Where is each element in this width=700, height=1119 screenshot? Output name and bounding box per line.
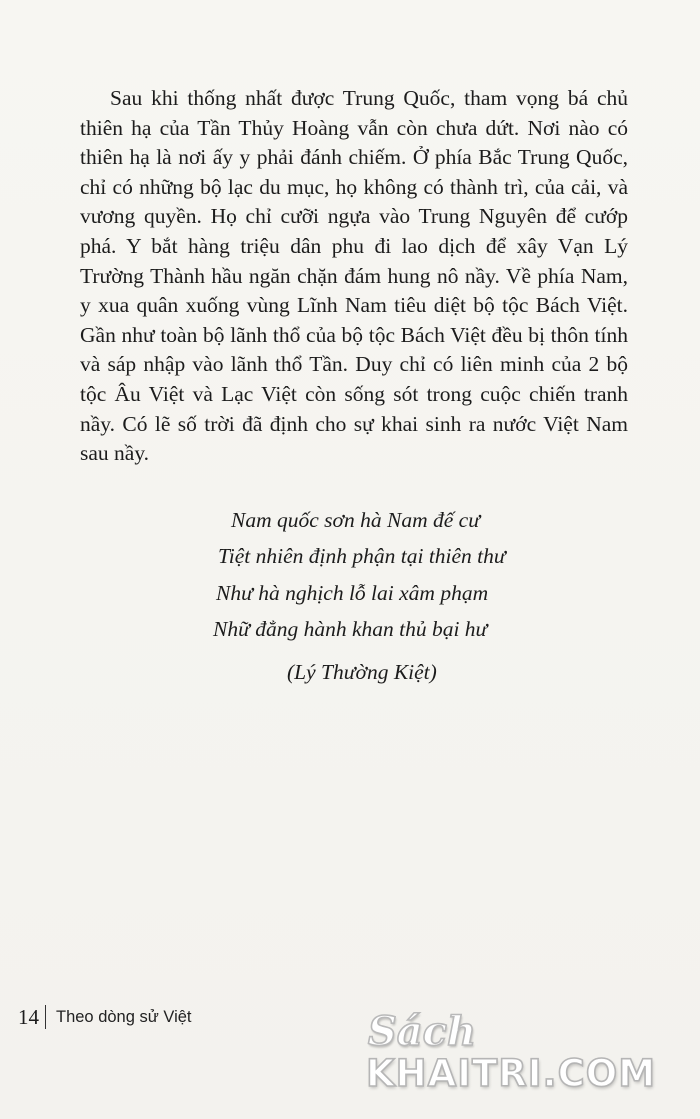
poem-author: (Lý Thường Kiệt) (287, 660, 437, 684)
poem-line-4: Nhữ đẳng hành khan thủ bại hư (213, 617, 488, 641)
poem-line-2: Tiệt nhiên định phận tại thiên thư (218, 544, 506, 568)
footer-divider (45, 1005, 46, 1029)
body-paragraph: Sau khi thống nhất được Trung Quốc, tham vọng bá chủ thiên hạ của Tần Thủy Hoàng vẫn còn chưa dứt. Nơi nào có thiên hạ là nơi ấy y phải đánh chiếm. Ở phía Bắc Trung Quốc, chỉ có những bộ lạc du mục, họ không có thành trì, của cải, và vương quyền. Họ chỉ cưỡi ngựa vào Trung Nguyên để cướp phá. Y bắt hàng triệu dân phu đi lao dịch để xây Vạn Lý Trường Thành hầu ngăn chặn đám hung nô nầy. Về phía Nam, y xua quân xuống vùng Lĩnh Nam tiêu diệt bộ tộc Bách Việt. Gần như toàn bộ lãnh thổ của bộ tộc Bách Việt đều bị thôn tính và sáp nhập vào lãnh thổ Tần. Duy chỉ có liên minh của 2 bộ tộc Âu Việt và Lạc Việt còn sống sót trong cuộc chiến tranh nầy. Có lẽ số trời đã định cho sự khai sinh ra nước Việt Nam sau nầy. (80, 86, 628, 466)
page-footer (18, 1002, 192, 1032)
page-number: 14 (18, 1004, 39, 1029)
running-title: Theo dòng sử Việt (56, 1007, 192, 1026)
watermark-brand-text: KHAITRI.COM (366, 1052, 657, 1095)
watermark-logo (362, 1000, 692, 1110)
poem-line-1: Nam quốc sơn hà Nam đế cư (231, 508, 480, 532)
poem-line-3: Như hà nghịch lỗ lai xâm phạm (216, 581, 489, 605)
watermark-script-text: Sách (367, 1008, 477, 1055)
